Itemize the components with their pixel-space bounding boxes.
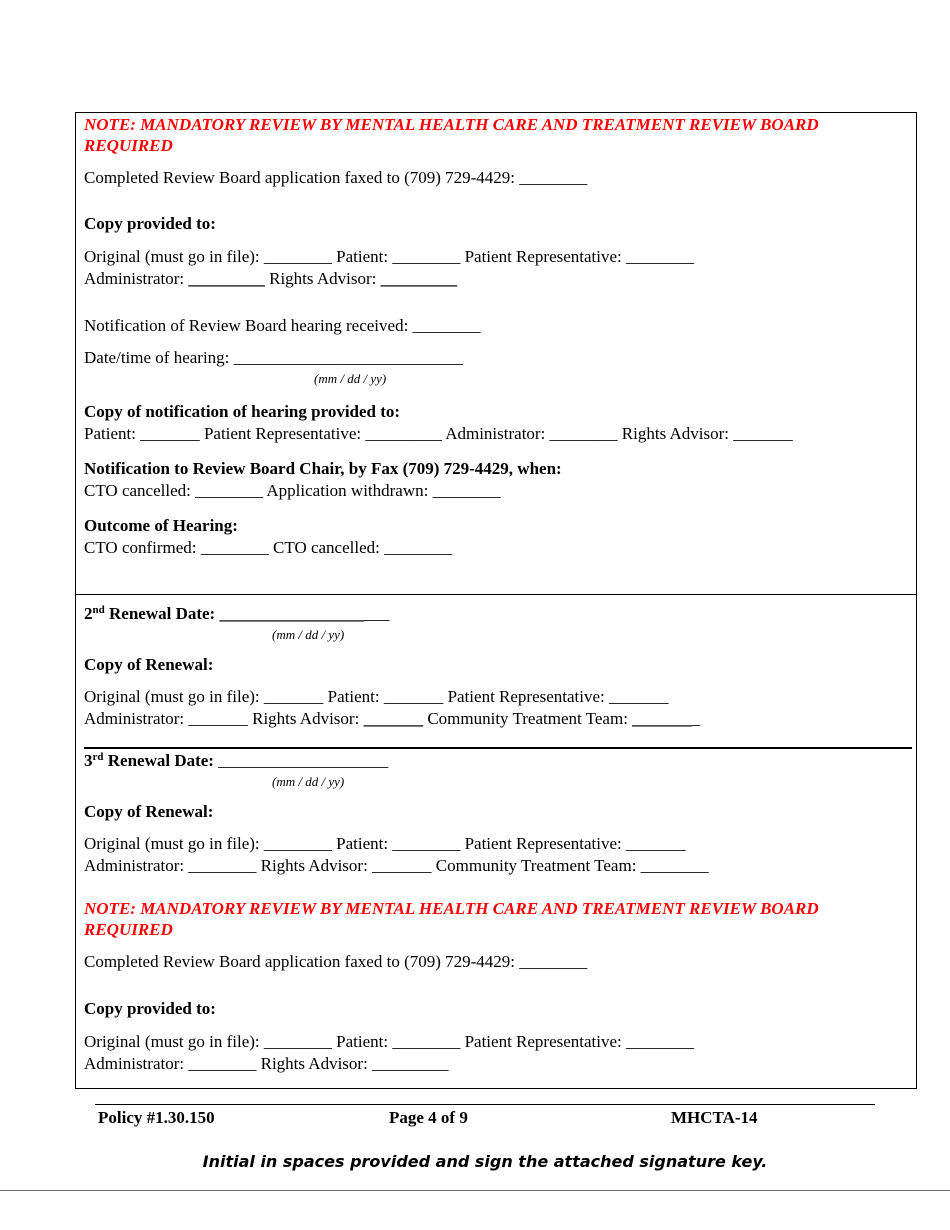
renewal-3-copy-line-1[interactable]: Original (must go in file): ________ Patient: ________ Patient Representative: _______ bbox=[84, 834, 686, 853]
renewal-2-ctt-tail: _ bbox=[691, 709, 701, 728]
renewal-2-date-format: (mm / dd / yy) bbox=[272, 627, 345, 642]
renewal-divider bbox=[84, 747, 912, 749]
notification-chair-heading: Notification to Review Board Chair, by Fax (709) 729-4429, when: bbox=[84, 459, 562, 478]
renewal-2-admin-label: Administrator: _______ Rights Advisor: bbox=[84, 709, 364, 728]
renewal-2-blank[interactable]: _________________ bbox=[219, 604, 364, 623]
copy-provided-line-2[interactable] bbox=[84, 269, 457, 289]
notification-chair-line[interactable]: CTO cancelled: ________ Application withdrawn: ________ bbox=[84, 481, 501, 500]
faxed-line-2[interactable]: Completed Review Board application faxed to (709) 729-4429: ________ bbox=[84, 952, 588, 971]
renewal-3-number: 3 bbox=[84, 751, 93, 770]
policy-number: Policy #1.30.150 bbox=[98, 1108, 215, 1127]
rights-advisor-label: Rights Advisor: bbox=[264, 269, 381, 288]
renewal-2-copy-line-1[interactable]: Original (must go in file): _______ Patient: _______ Patient Representative: _______ bbox=[84, 687, 669, 706]
renewal-3-date-format: (mm / dd / yy) bbox=[272, 774, 345, 789]
copy-provided-2-line-1[interactable]: Original (must go in file): ________ Patient: ________ Patient Representative: ________ bbox=[84, 1032, 695, 1051]
page-bottom-rule bbox=[0, 1190, 950, 1191]
outcome-line[interactable]: CTO confirmed: ________ CTO cancelled: ________ bbox=[84, 538, 453, 557]
renewal-2-number: 2 bbox=[84, 604, 93, 623]
rights-advisor-blank[interactable]: _________ bbox=[380, 269, 458, 288]
renewal-2-copy-line-2[interactable] bbox=[84, 709, 700, 729]
renewal-2-rights-blank[interactable]: _______ bbox=[363, 709, 424, 728]
renewal-3-blank[interactable]: ____________________ bbox=[218, 751, 389, 770]
renewal-3-date-line[interactable] bbox=[84, 751, 388, 771]
mandatory-review-note: NOTE: MANDATORY REVIEW BY MENTAL HEALTH CARE AND TREATMENT REVIEW BOARD REQUIRED bbox=[84, 115, 819, 155]
notification-received-line[interactable]: Notification of Review Board hearing received: ________ bbox=[84, 316, 481, 335]
signature-instruction: Initial in spaces provided and sign the attached signature key. bbox=[202, 1152, 768, 1171]
renewal-2-suffix: nd bbox=[92, 604, 105, 616]
renewal-2-blank-tail: ___ bbox=[363, 604, 390, 623]
date-format-hint: (mm / dd / yy) bbox=[314, 371, 387, 386]
footer-rule bbox=[95, 1104, 875, 1105]
copy-provided-heading-2: Copy provided to: bbox=[84, 999, 216, 1018]
copy-provided-line-1[interactable]: Original (must go in file): ________ Patient: ________ Patient Representative: ________ bbox=[84, 247, 695, 266]
copy-provided-heading: Copy provided to: bbox=[84, 214, 216, 233]
section-divider bbox=[75, 594, 916, 595]
mandatory-review-note-2: NOTE: MANDATORY REVIEW BY MENTAL HEALTH CARE AND TREATMENT REVIEW BOARD REQUIRED bbox=[84, 899, 819, 939]
copy-notification-line[interactable]: Patient: _______ Patient Representative: _________ Administrator: ________ Rights Advisor: _______ bbox=[84, 424, 793, 443]
renewal-3-label: Renewal Date: bbox=[103, 751, 219, 770]
page-number: Page 4 of 9 bbox=[389, 1108, 468, 1127]
faxed-line[interactable]: Completed Review Board application faxed to (709) 729-4429: ________ bbox=[84, 168, 588, 187]
date-time-hearing-line[interactable]: Date/time of hearing: ___________________________ bbox=[84, 348, 464, 367]
renewal-3-suffix: rd bbox=[92, 751, 104, 763]
renewal-2-label: Renewal Date: bbox=[104, 604, 220, 623]
renewal-2-ctt-blank[interactable]: _______ bbox=[632, 709, 692, 728]
renewal-2-ctt-label: Community Treatment Team: bbox=[423, 709, 633, 728]
renewal-3-copy-line-2[interactable]: Administrator: ________ Rights Advisor: _______ Community Treatment Team: ________ bbox=[84, 856, 709, 875]
administrator-blank[interactable]: _________ bbox=[188, 269, 265, 288]
copy-of-renewal-3-heading: Copy of Renewal: bbox=[84, 802, 214, 821]
outcome-heading: Outcome of Hearing: bbox=[84, 516, 238, 535]
form-code: MHCTA-14 bbox=[671, 1108, 758, 1127]
renewal-2-date-line[interactable] bbox=[84, 604, 389, 624]
copy-of-renewal-2-heading: Copy of Renewal: bbox=[84, 655, 214, 674]
copy-notification-heading: Copy of notification of hearing provided to: bbox=[84, 402, 401, 421]
copy-provided-2-line-2[interactable]: Administrator: ________ Rights Advisor: _________ bbox=[84, 1054, 449, 1073]
administrator-label: Administrator: bbox=[84, 269, 189, 288]
